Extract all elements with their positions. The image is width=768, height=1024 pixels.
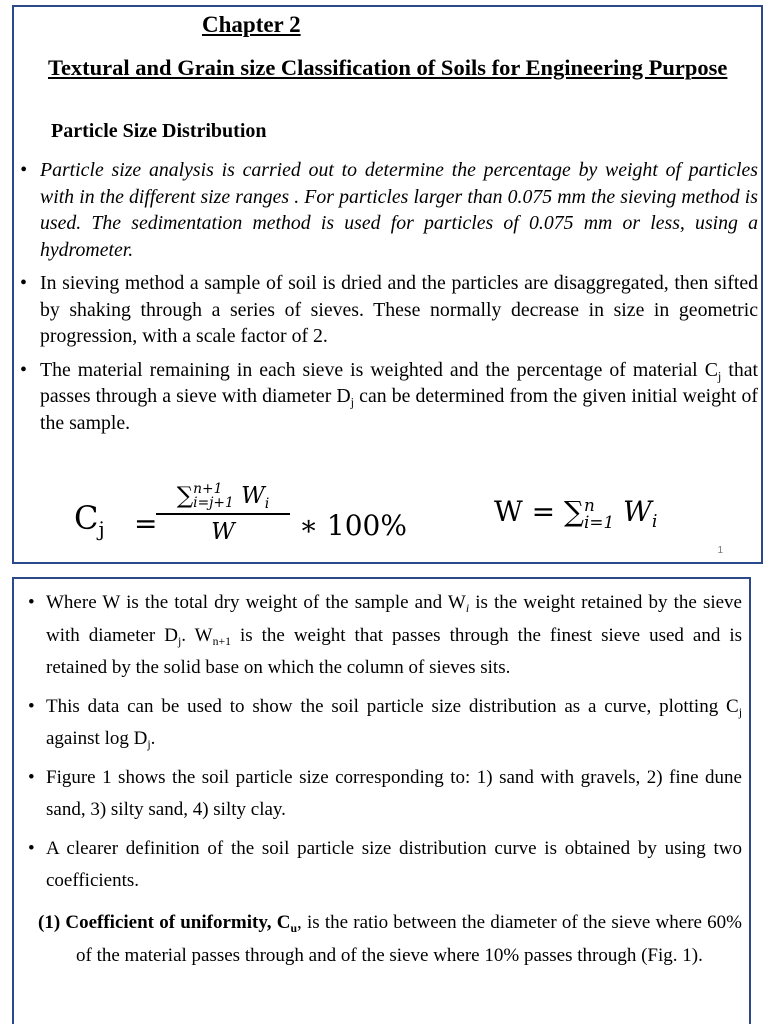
slide1-bullet-list: [14, 157, 758, 443]
list-item: • A clearer definition of the soil particle size distribution curve is obtained by using two coefficients.: [14, 833, 742, 898]
formula-cj-lhs: $C_j$: [74, 499, 105, 541]
coefficient-of-uniformity-item: (1) Coefficient of uniformity, $C_u$, is the ratio between the diameter of the sieve where 60% of the material passes through and of the sieve where 10% passes through (Fig. 1).: [38, 912, 743, 966]
page-number: 1: [717, 545, 723, 556]
slide-1: Chapter 2 Textural and Grain size Classification of Soils for Engineering Purpose Particle Size Distribution • Particle size analysis is carried out to determine the percentage by weight of particles with in the different size ranges . For particles larger than 0.075 mm the sieving method is used. The sedimentation method is used for particles of 0.075 mm or less, using a hydrometer. • In sieving method a sample of soil is dried and the particles are disaggregated, then sifted by shaking through a series of sieves. These normally decrease in size in geometric progression, with a scale factor of 2. • The material remaining in each sieve is weighted and the percentage of material $C_j$ that passes through a sieve with diameter $D_j$ can be determined from the given initial weight of the sample. $C_j$ = ∑ n+1 i=j+1 $W_i$ W ∗ 100% W = ∑ n i=1 $W_i$ 1: [12, 5, 763, 564]
list-item: • In sieving method a sample of soil is dried and the particles are disaggregated, then sifted by shaking through a series of sieves. These normally decrease in size in geometric progression, with a scale factor of 2.: [14, 270, 758, 350]
formula-numerator: ∑ n+1 i=j+1 $W_i$: [156, 483, 290, 515]
list-item: • Particle size analysis is carried out to determine the percentage by weight of particles with in the different size ranges . For particles larger than 0.075 mm the sieving method is used. The sedimentation method is used for particles of 0.075 mm or less, using a hydrometer.: [14, 157, 758, 263]
list-item: • The material remaining in each sieve is weighted and the percentage of material $C_j$ that passes through a sieve with diameter $D_j$ can be determined from the given initial weight of the sample.: [14, 357, 758, 437]
section-subheading: Particle Size Distribution: [51, 120, 267, 142]
slide-2: [12, 577, 751, 1024]
list-item: • Figure 1 shows the soil particle size corresponding to: 1) sand with gravels, 2) fine dune sand, 3) silty sand, 4) silty clay.: [14, 762, 742, 827]
formula-fraction: [156, 483, 290, 545]
chapter-title: Textural and Grain size Classification of Soils for Engineering Purpose: [48, 55, 728, 80]
list-item: • Where W is the total dry weight of the sample and $W_i$ is the weight retained by the sieve with diameter $D_j$. $W_{n+1}$ is the weight that passes through the finest sieve used and is retained by the solid base on which the column of sieves sits.: [14, 587, 742, 685]
formula-w-sum: W = ∑ n i=1 $W_i$: [494, 494, 658, 533]
list-item: • This data can be used to show the soil particle size distribution as a curve, plotting $C_j$ against $\log D_j$.: [14, 691, 742, 756]
formula-denominator: W: [211, 518, 235, 545]
formula-times-100: ∗ 100%: [299, 509, 407, 542]
slide2-bullet-list: [14, 587, 742, 904]
formula-equals: =: [134, 507, 158, 540]
